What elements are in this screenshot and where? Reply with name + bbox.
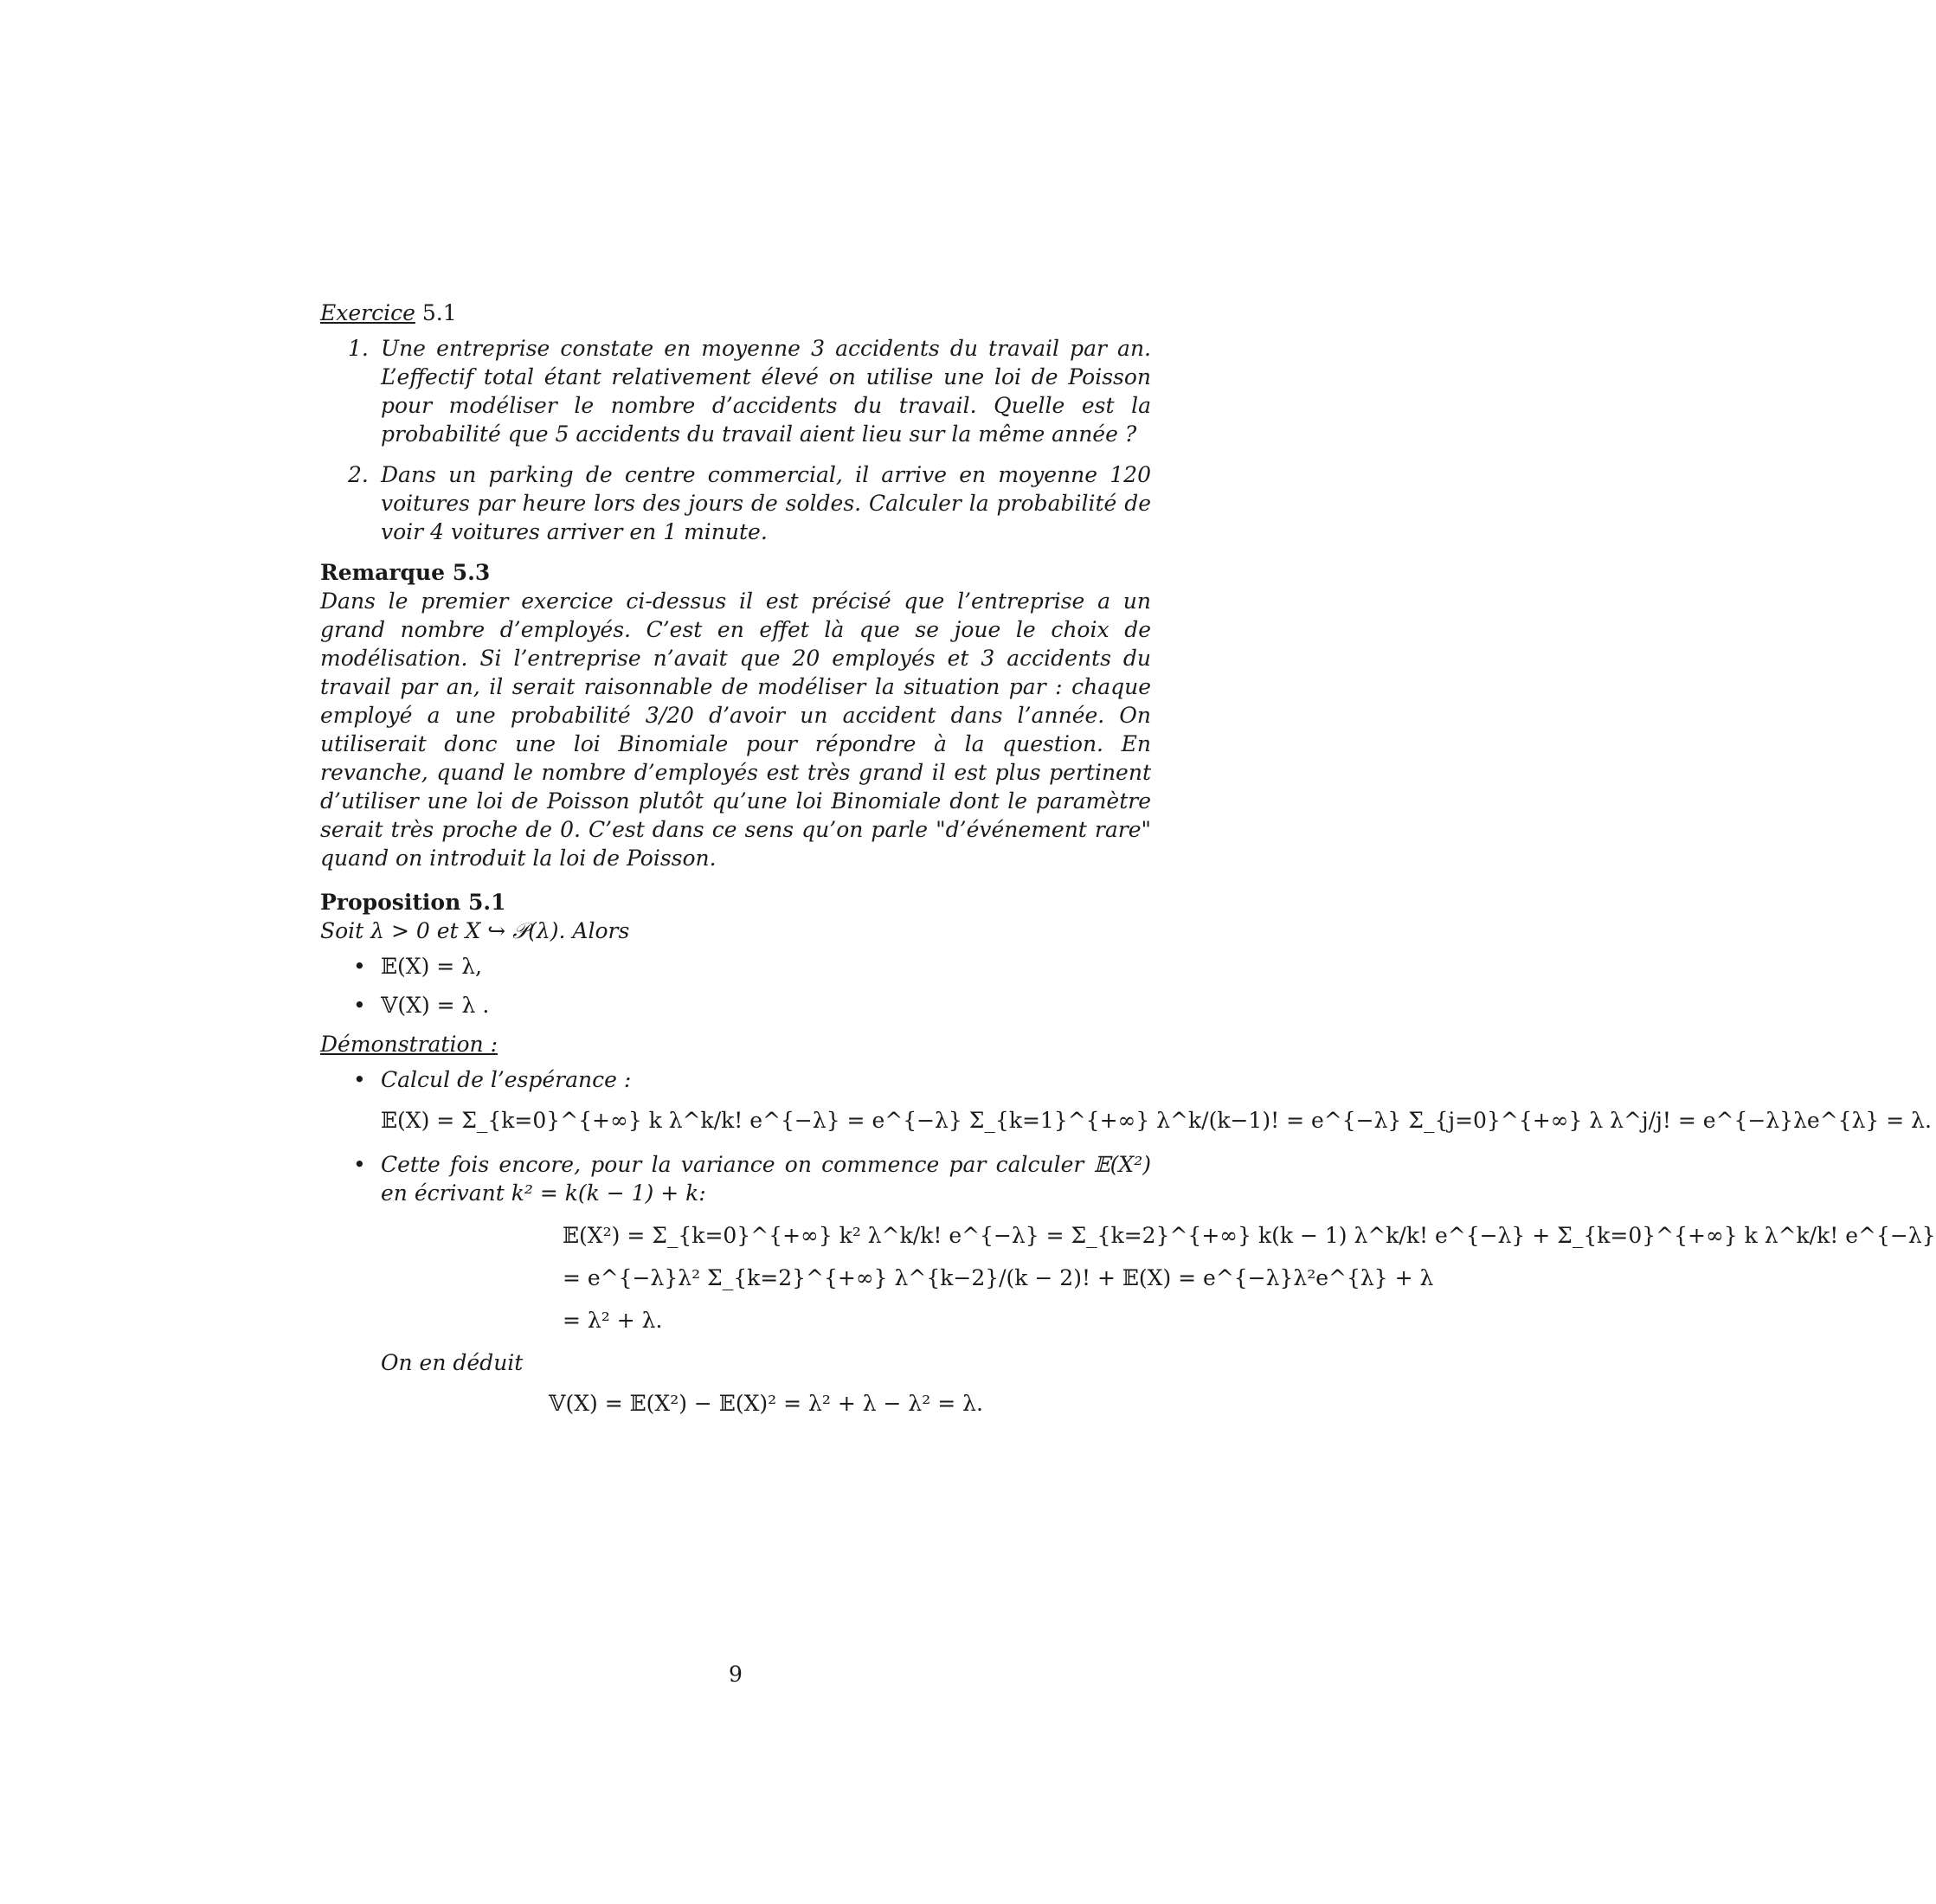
bullet-icon: • xyxy=(353,1152,366,1177)
conclusion-intro: On en déduit xyxy=(381,1350,524,1375)
proposition-list xyxy=(320,952,1151,1020)
bullet-icon: • xyxy=(353,954,366,979)
demonstration-label: Démonstration : xyxy=(320,1032,498,1057)
equation-line: 𝔼(X²) = Σ_{k=0}^{+∞} k² λ^k/k! e^{−λ} = Σ_{k=2}^{+∞} k(k − 1) λ^k/k! e^{−λ} + Σ_{k=0}^{+∞} k λ^k/k! e^{−λ} xyxy=(563,1223,1936,1248)
exercice-item-number: 2. xyxy=(348,462,369,487)
equation-expectation: 𝔼(X) = Σ_{k=0}^{+∞} k λ^k/k! e^{−λ} = e^{−λ} Σ_{k=1}^{+∞} λ^k/(k−1)! = e^{−λ} Σ_{j=0}^{+∞} λ λ^j/j! = e^{−λ}λe^{λ} = λ. xyxy=(381,1108,1932,1133)
exercice-number: 5.1 xyxy=(421,300,457,325)
proposition-bullet-2 xyxy=(320,991,1151,1020)
equation-variance: 𝕍(X) = 𝔼(X²) − 𝔼(X)² = λ² + λ − λ² = λ. xyxy=(549,1391,983,1416)
bullet-icon: • xyxy=(353,993,366,1018)
exercice-list xyxy=(320,334,1151,546)
exercice-item-text: Une entreprise constate en moyenne 3 accidents du travail par an. L’effectif total étant relativement élevé on utilise une loi de Poisson pour modéliser le nombre d’accidents du travail. Quelle est la probabilité que 5 accidents du travail aient lieu sur la même année ? xyxy=(381,336,1151,447)
remarque-title: Remarque 5.3 xyxy=(320,560,491,585)
demonstration-bullet-1 xyxy=(320,1065,1932,1135)
demonstration-bullet-text: Calcul de l’espérance : xyxy=(381,1067,632,1092)
equation-line: = λ² + λ. xyxy=(563,1308,663,1333)
exercice-heading xyxy=(320,299,1151,327)
equation-line: = e^{−λ}λ² Σ_{k=2}^{+∞} λ^{k−2}/(k − 2)! + 𝔼(X) = e^{−λ}λ²e^{λ} + λ xyxy=(563,1265,1434,1290)
exercice-label: Exercice xyxy=(320,300,415,325)
bullet-icon: • xyxy=(353,1067,366,1092)
page-number: 9 xyxy=(729,1662,743,1687)
proposition-title: Proposition 5.1 xyxy=(320,890,506,915)
remarque-text: Dans le premier exercice ci-dessus il est précisé que l’entreprise a un grand nombre d’employés. C’est en effet là que se joue le choix de modélisation. Si l’entreprise n’avait que 20 employés et 3 accidents du travail par an, il serait raisonnable de modéliser la situation par : chaque employé a une probabilité 3/20 d’avoir un accident dans l’année. On utiliserait donc une loi Binomiale pour répondre à la question. En revanche, quand le nombre d’employés est très grand il est plus pertinent d’utiliser une loi de Poisson plutôt qu’une loi Binomiale dont le paramètre serait très proche de 0. C’est dans ce sens qu’on parle "d’événement rare" quand on introduit la loi de Poisson. xyxy=(320,589,1151,871)
exercice-item-number: 1. xyxy=(348,336,369,361)
exercice-item-2 xyxy=(320,460,1151,546)
proposition-bullet-text: 𝕍(X) = λ . xyxy=(381,993,490,1018)
equation-second-moment xyxy=(381,1221,1936,1335)
proposition-bullet-text: 𝔼(X) = λ, xyxy=(381,954,482,979)
exercice-item-text: Dans un parking de centre commercial, il arrive en moyenne 120 voitures par heure lors des jours de soldes. Calculer la probabilité de voir 4 voitures arriver en 1 minute. xyxy=(381,462,1151,544)
page-content xyxy=(320,299,1936,1433)
demonstration-bullet-text: Cette fois encore, pour la variance on commence par calculer 𝔼(X²) en écrivant k² = k(k − 1) + k: xyxy=(381,1152,1151,1206)
proposition-statement: Soit λ > 0 et X ↪ 𝒫(λ). Alors xyxy=(320,918,630,943)
demonstration-bullet-2 xyxy=(320,1150,1936,1418)
proposition-bullet-1 xyxy=(320,952,1151,981)
exercice-item-1 xyxy=(320,334,1151,448)
demonstration-list xyxy=(320,1065,1936,1418)
